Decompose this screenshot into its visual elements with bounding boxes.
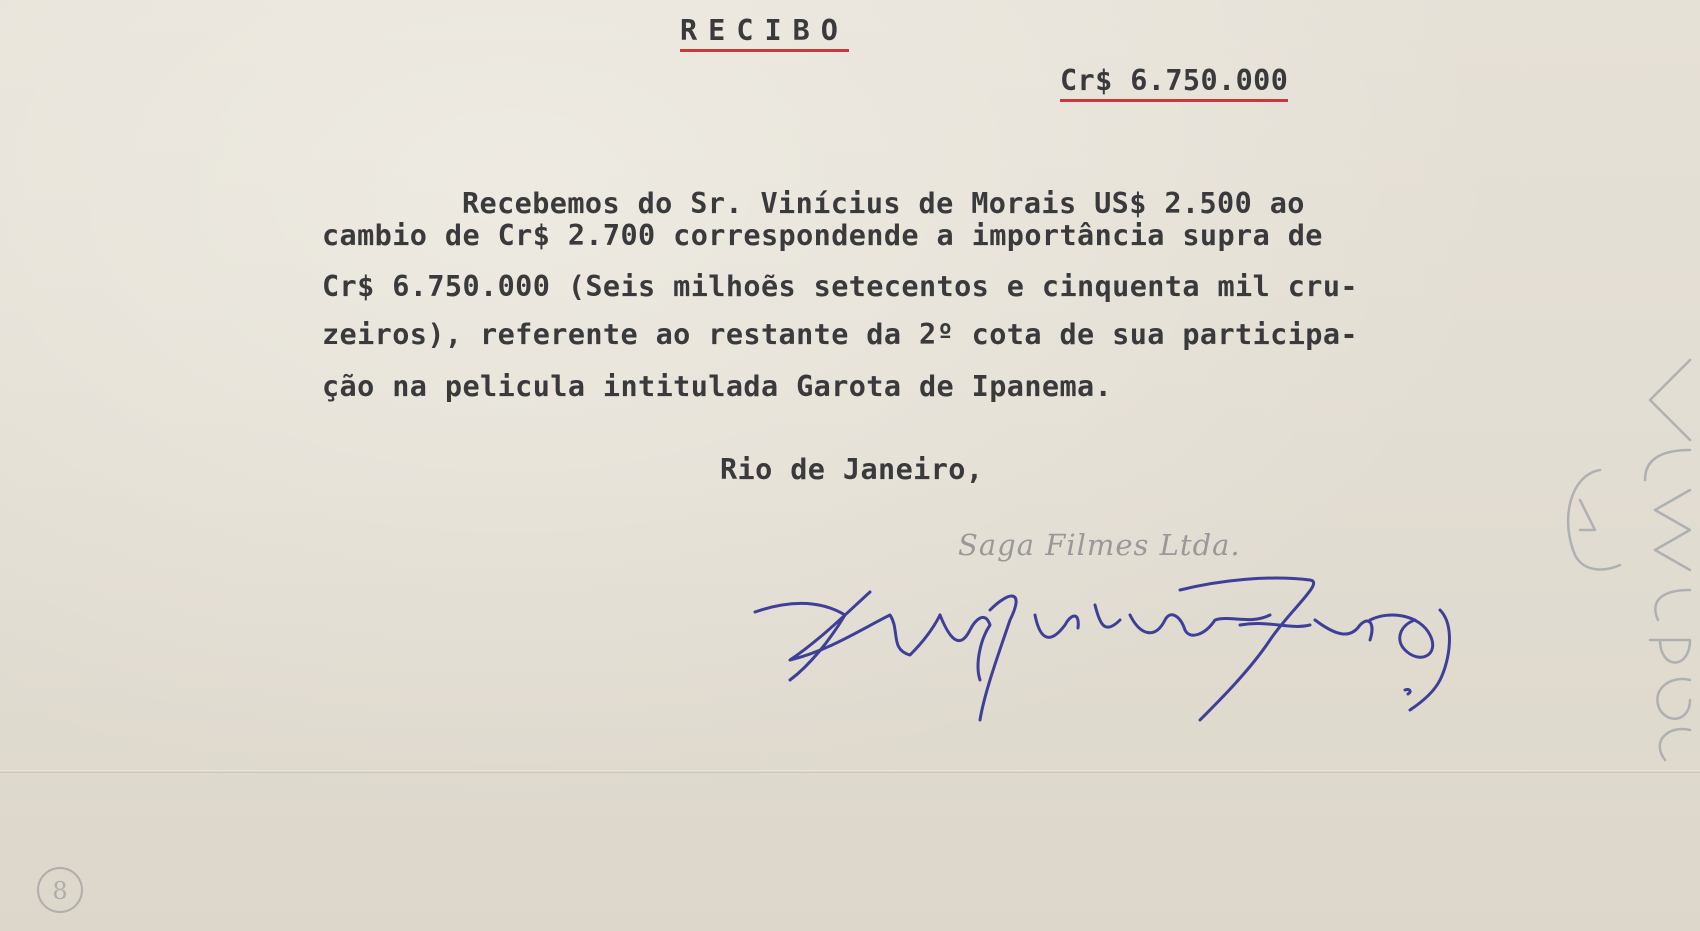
document-title: RECIBO — [680, 14, 849, 52]
archive-pencil-note — [1540, 340, 1700, 770]
receipt-amount: Cr$ 6.750.000 — [1060, 64, 1288, 102]
body-line-3: Cr$ 6.750.000 (Seis milhoẽs setecentos e cinquenta mil cru- — [322, 270, 1358, 303]
paper-fold — [0, 770, 1700, 773]
company-stamp: Saga Filmes Ltda. — [958, 528, 1241, 562]
page-number-mark — [30, 860, 90, 920]
place-line: Rio de Janeiro, — [720, 453, 984, 486]
signature-scribble-icon — [750, 570, 1570, 770]
svg-text:8: 8 — [52, 877, 68, 905]
body-line-5: ção na pelicula intitulada Garota de Ipanema. — [322, 370, 1113, 403]
body-line-2: cambio de Cr$ 2.700 correspondende a importância supra de — [322, 219, 1323, 252]
body-line-1: Recebemos do Sr. Vinícius de Morais US$ 2.500 ao — [462, 187, 1305, 220]
body-line-4: zeiros), referente ao restante da 2º cota de sua participa- — [322, 318, 1358, 351]
